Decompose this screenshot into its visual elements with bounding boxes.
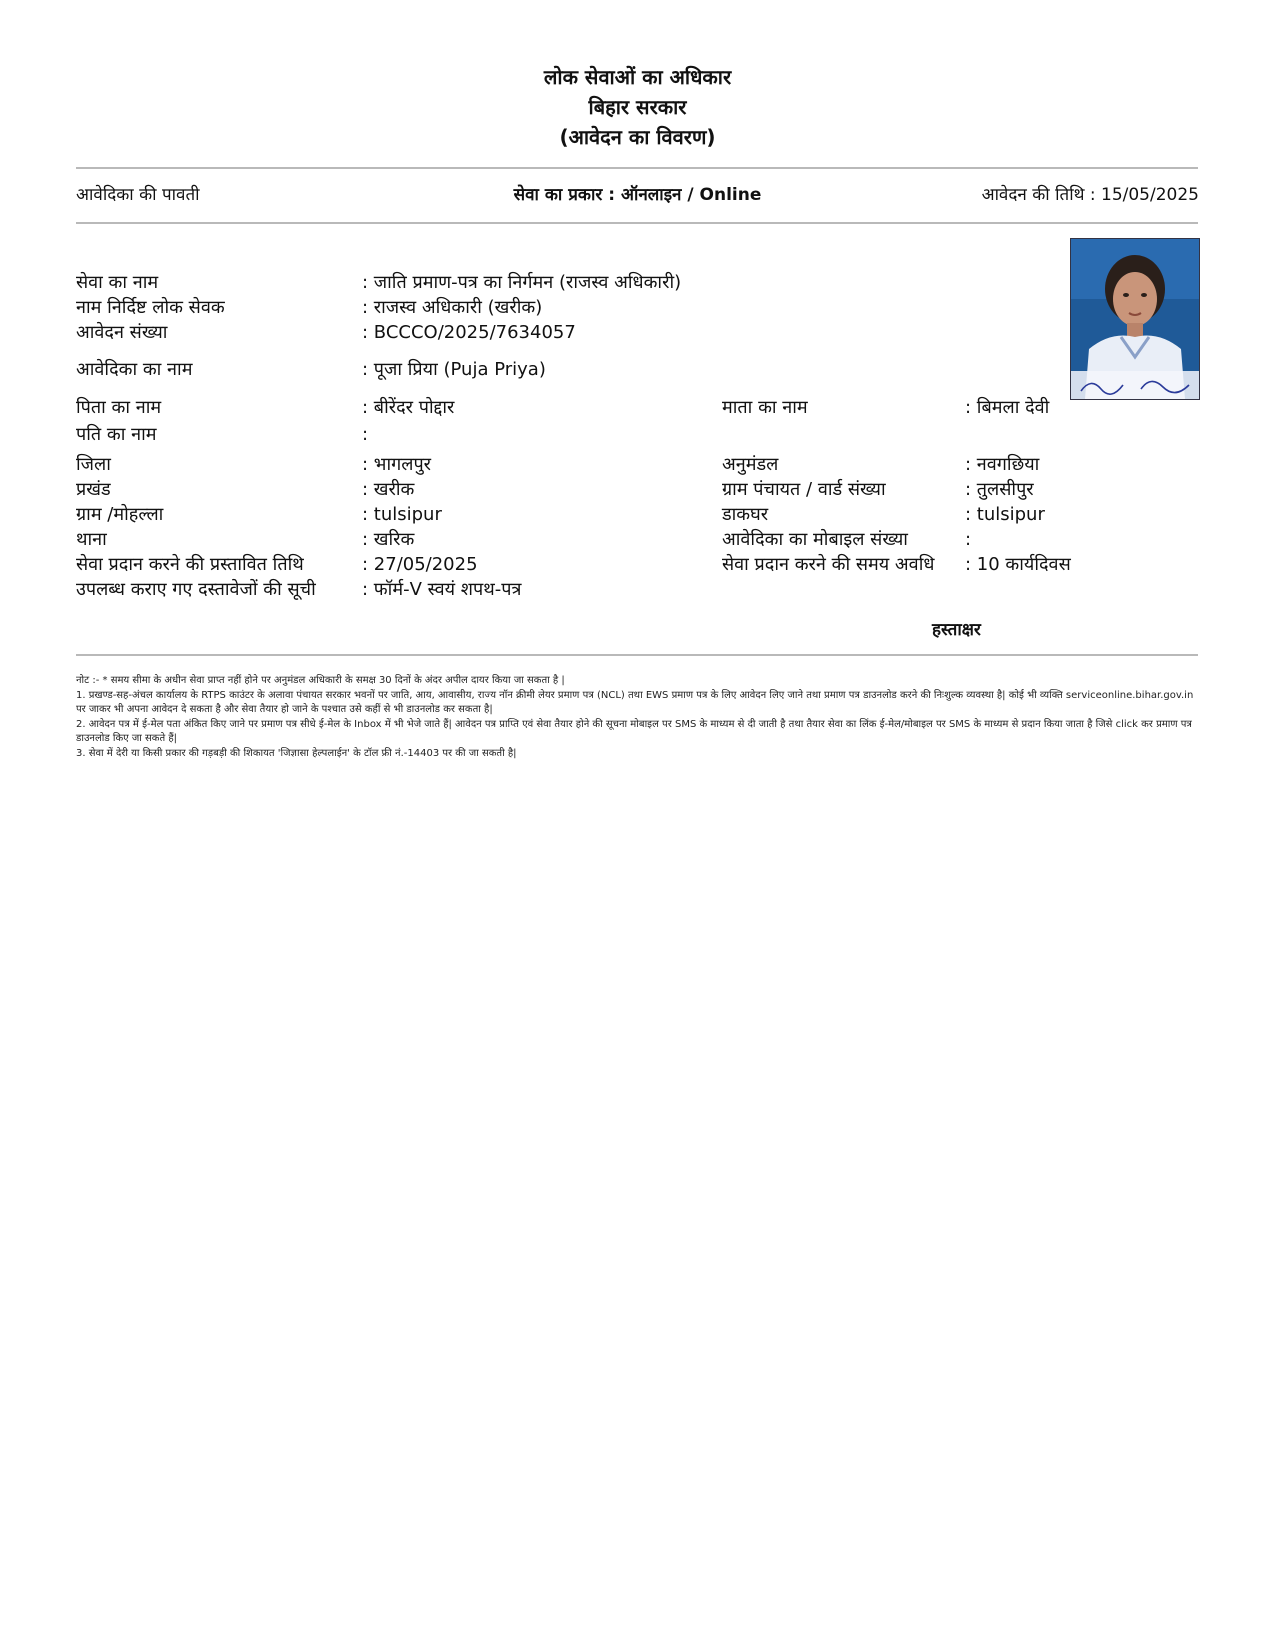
- police-station-label: थाना: [76, 529, 107, 550]
- service-type: सेवा का प्रकार : ऑनलाइन / Online: [513, 185, 762, 205]
- father-name-value: : बीरेंदर पोद्दार: [362, 397, 455, 418]
- note-line: 1. प्रखण्ड-सह-अंचल कार्यालय के RTPS काउंटर के अलावा पंचायत सरकार भवनों पर जाति, आय, आवासीय, राज्य नॉन क्रीमी लेयर प्रमाण पत्र (NCL) तथा EWS प्रमाण पत्र के लिए आवेदन लिए जाने तथा प्रमाण पत्र डाउनलोड करने की निःशुल्क व्यवस्था है| कोई भी व्यक्ति serviceonline.bihar.gov.in पर जाकर भी अपना आवेदन दे सकता है और सेवा तैयार हो जाने के पश्चात उसे कहीं से भी डाउनलोड कर सकता है|: [76, 689, 1194, 715]
- post-office-label: डाकघर: [722, 504, 769, 525]
- notes-section: [76, 674, 1198, 761]
- mobile-value: :: [965, 529, 972, 550]
- proposed-date-value: : 27/05/2025: [362, 554, 478, 575]
- applicant-name-label: आवेदिका का नाम: [76, 359, 193, 380]
- applicant-photo-image: [1071, 239, 1199, 399]
- panchayat-value: : तुलसीपुर: [965, 479, 1034, 500]
- applicant-name-value: : पूजा प्रिया (Puja Priya): [362, 359, 546, 380]
- applicant-photo: [1070, 238, 1200, 400]
- subdivision-label: अनुमंडल: [722, 454, 779, 475]
- district-value: : भागलपुर: [362, 454, 432, 475]
- documents-label: उपलब्ध कराए गए दस्तावेजों की सूची: [76, 579, 316, 600]
- police-station-value: : खरिक: [362, 529, 415, 550]
- designated-officer-value: : राजस्व अधिकारी (खरीक): [362, 297, 543, 318]
- signature-label: हस्ताक्षर: [932, 620, 981, 640]
- notes-divider: [76, 654, 1198, 656]
- father-name-label: पिता का नाम: [76, 397, 162, 418]
- header-title-line3: (आवेदन का विवरण): [559, 125, 716, 149]
- district-label: जिला: [76, 454, 111, 475]
- top-divider: [76, 167, 1198, 169]
- subdivision-value: : नवगछिया: [965, 454, 1040, 475]
- header-title-line1: लोक सेवाओं का अधिकार: [543, 65, 732, 89]
- proposed-date-label: सेवा प्रदान करने की प्रस्तावित तिथि: [76, 554, 304, 575]
- time-limit-value: : 10 कार्यदिवस: [965, 554, 1071, 575]
- panchayat-label: ग्राम पंचायत / वार्ड संख्या: [722, 479, 886, 500]
- application-date: आवेदन की तिथि : 15/05/2025: [981, 185, 1199, 205]
- note-line: 2. आवेदन पत्र में ई-मेल पता अंकित किए जाने पर प्रमाण पत्र सीधे ई-मेल के Inbox में भी भेजे जाते हैं| आवेदन पत्र प्राप्ति एवं सेवा तैयार होने की सूचना मोबाइल पर SMS के माध्यम से दी जाती है तथा तैयार सेवा का लिंक ई-मेल/मोबाइल पर SMS के माध्यम से प्रदान किया जाता है जिसे click कर प्रमाण पत्र डाउनलोड किए जा सकते हैं|: [76, 718, 1192, 744]
- receipt-label: आवेदिका की पावती: [76, 185, 200, 205]
- application-number-label: आवेदन संख्या: [76, 322, 168, 343]
- service-name-value: : जाति प्रमाण-पत्र का निर्गमन (राजस्व अधिकारी): [362, 272, 682, 293]
- husband-name-label: पति का नाम: [76, 424, 157, 445]
- block-label: प्रखंड: [76, 479, 111, 500]
- service-name-label: सेवा का नाम: [76, 272, 159, 293]
- village-value: : tulsipur: [362, 504, 442, 525]
- application-number-value: : BCCCO/2025/7634057: [362, 322, 576, 343]
- village-label: ग्राम /मोहल्ला: [76, 504, 164, 525]
- post-office-value: : tulsipur: [965, 504, 1045, 525]
- time-limit-label: सेवा प्रदान करने की समय अवधि: [722, 554, 935, 575]
- mother-name-value: : बिमला देवी: [965, 397, 1050, 418]
- block-value: : खरीक: [362, 479, 415, 500]
- note-line: नोट :- * समय सीमा के अधीन सेवा प्राप्त नहीं होने पर अनुमंडल अधिकारी के समक्ष 30 दिनों के अंदर अपील दायर किया जा सकता है |: [76, 675, 565, 686]
- designated-officer-label: नाम निर्दिष्ट लोक सेवक: [76, 297, 225, 318]
- mobile-label: आवेदिका का मोबाइल संख्या: [722, 529, 908, 550]
- documents-value: : फॉर्म-V स्वयं शपथ-पत्र: [362, 579, 522, 600]
- husband-name-value: :: [362, 424, 369, 445]
- meta-divider: [76, 222, 1198, 224]
- mother-name-label: माता का नाम: [722, 397, 808, 418]
- note-line: 3. सेवा में देरी या किसी प्रकार की गड़बड़ी की शिकायत 'जिज्ञासा हेल्पलाईन' के टॉल फ्री नं.-14403 पर की जा सकती है|: [76, 747, 517, 759]
- header-title-line2: बिहार सरकार: [588, 95, 687, 119]
